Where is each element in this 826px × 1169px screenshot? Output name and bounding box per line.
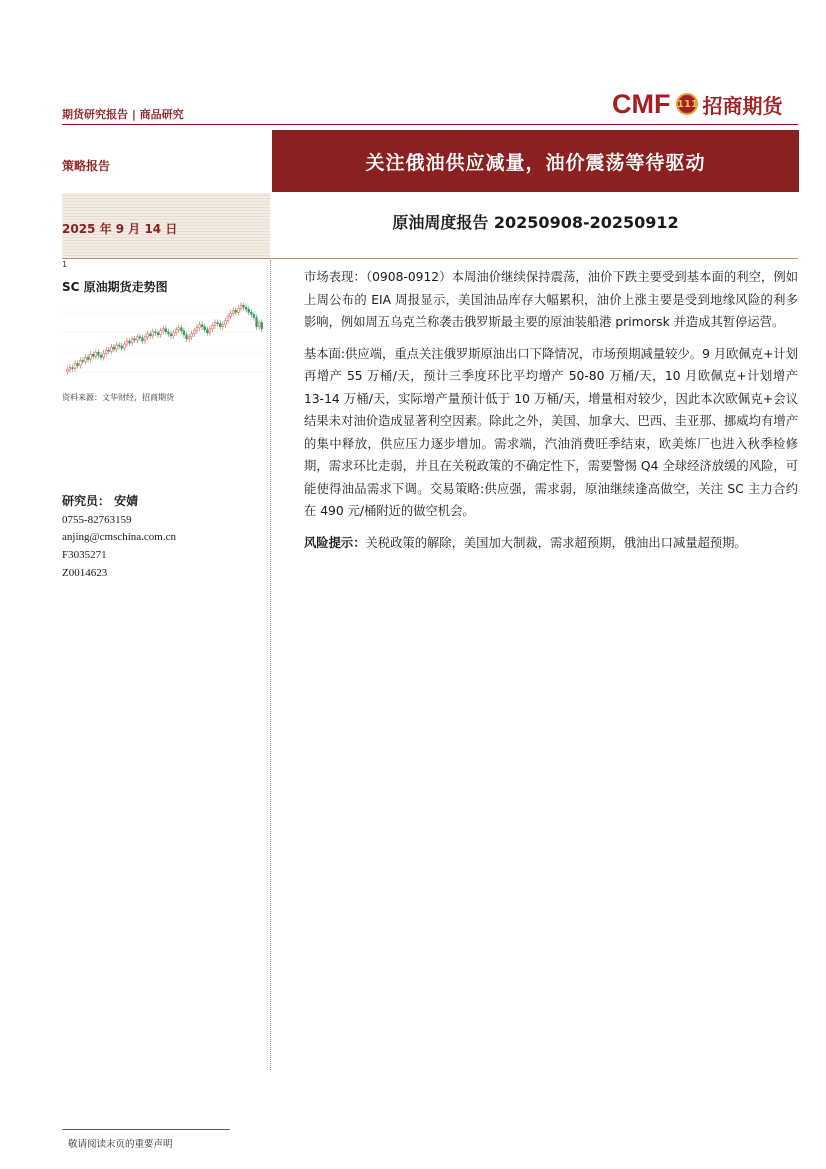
- candle-body: [160, 331, 162, 335]
- candle-body: [95, 352, 97, 356]
- candle-body: [237, 308, 239, 312]
- candle-body: [222, 325, 224, 327]
- candle-body: [147, 334, 149, 337]
- report-title: 关注俄油供应减量，油价震荡等待驱动: [365, 151, 706, 174]
- sc-crude-chart: [62, 292, 267, 392]
- candle-body: [105, 350, 107, 353]
- candle-body: [110, 347, 112, 351]
- candle-body: [188, 337, 190, 339]
- candle-body: [72, 368, 74, 369]
- logo-company-name: 招商期货: [702, 93, 783, 118]
- footer-divider: [62, 1129, 230, 1130]
- candle-body: [149, 334, 151, 336]
- candle-body: [87, 357, 89, 359]
- candle-body: [196, 328, 198, 331]
- candle-body: [131, 339, 133, 343]
- license-investment: Z0014623: [62, 567, 108, 579]
- candle-body: [113, 347, 115, 349]
- candle-body: [123, 344, 125, 348]
- candle-body: [175, 330, 177, 333]
- chart-title: SC 原油期货走势图: [62, 280, 168, 294]
- logo-cmf: CMF: [612, 88, 671, 119]
- candle-body: [167, 332, 169, 334]
- report-category: 期货研究报告 | 商品研究: [62, 108, 184, 121]
- license-futures: F3035271: [62, 549, 107, 561]
- candle-body: [256, 317, 258, 326]
- candle-body: [227, 316, 229, 320]
- candle-body: [191, 334, 193, 337]
- analyst-email[interactable]: anjing@cmschina.com.cn: [62, 531, 176, 543]
- candle-body: [121, 346, 123, 348]
- candle-body: [225, 321, 227, 325]
- candle-body: [183, 331, 185, 335]
- candle-body: [97, 352, 99, 355]
- logo-seal-icon: 111: [676, 93, 698, 115]
- candle-body: [240, 305, 242, 308]
- candle-body: [245, 307, 247, 309]
- candle-body: [116, 345, 118, 349]
- analyst-name: 研究员： 安婧: [62, 494, 139, 508]
- chart-source: 资料来源：文华财经，招商期货: [62, 393, 174, 402]
- candle-body: [209, 329, 211, 333]
- subtitle-divider: [62, 258, 798, 259]
- market-performance-paragraph: 市场表现：（0908-0912）本周油价继续保持震荡，油价下跌主要受到基本面的利空，例如上周公布的 EIA 周报显示，美国油品库存大幅累积，油价上涨主要是受到地缘风险的利多影响，例如周五乌克兰称袭击俄罗斯最主要的原油装船港 primorsk 并造成其暂停运营。: [304, 270, 798, 329]
- candle-body: [199, 325, 201, 328]
- candle-body: [178, 328, 180, 330]
- candle-body: [204, 327, 206, 330]
- candle-body: [235, 310, 237, 312]
- candle-body: [100, 355, 102, 357]
- candle-body: [155, 332, 157, 333]
- candle-body: [144, 337, 146, 341]
- candle-body: [214, 323, 216, 326]
- candle-body: [180, 328, 182, 331]
- candle-body: [170, 334, 172, 336]
- candle-body: [217, 323, 219, 324]
- body-text: [304, 266, 798, 554]
- risk-paragraph: [304, 532, 798, 555]
- footer-disclaimer: 敬请阅读末页的重要声明: [68, 1139, 173, 1150]
- candle-body: [232, 310, 234, 313]
- candle-body: [103, 353, 105, 357]
- page-marker: 1: [62, 260, 68, 269]
- title-band: [272, 130, 799, 192]
- candle-body: [165, 329, 167, 332]
- candle-body: [206, 330, 208, 333]
- candle-body: [79, 360, 81, 365]
- candle-body: [193, 331, 195, 334]
- report-date: 2025 年 9 月 14 日: [62, 222, 178, 236]
- column-separator: [270, 260, 271, 1070]
- candle-body: [152, 332, 154, 336]
- candle-body: [139, 337, 141, 338]
- header-divider: [62, 124, 798, 125]
- candle-body: [82, 360, 84, 361]
- candle-body: [118, 345, 120, 346]
- candle-body: [186, 335, 188, 339]
- candle-body: [248, 309, 250, 312]
- candle-body: [162, 329, 164, 331]
- fundamentals-paragraph: 基本面:供应端，重点关注俄罗斯原油出口下降情况，市场预期减量较少。9 月欧佩克+计划再增产 55 万桶/天，预计三季度环比平均增产 50-80 万桶/天，10 月欧佩克+计划增产 13-14 万桶/天，实际增产量预计低于 10 万桶/天，增量相对较少，因此本次欧佩克+会议结果未对油价造成显著利空因素。除此之外，美国、加拿大、巴西、圭亚那、挪威均有增产的集中释放，供应压力逐步增加。需求端，汽油消费旺季结束，欧美炼厂也进入秋季检修期，需求环比走弱，并且在关税政策的不确定性下，需要警惕 Q4 全球经济放缓的风险，可能使得油品需求下调。交易策略:供应强，需求弱，原油继续逢高做空，关注 SC 主力合约在 490 元/桶附近的做空机会。: [304, 346, 798, 518]
- candle-body: [173, 333, 175, 336]
- company-logo: [612, 88, 782, 120]
- candle-body: [219, 324, 221, 327]
- candle-body: [108, 350, 110, 351]
- candle-body: [253, 314, 255, 317]
- report-subtitle: 原油周度报告 20250908-20250912: [392, 213, 679, 232]
- candle-body: [74, 363, 76, 368]
- candle-body: [136, 337, 138, 340]
- candle-body: [77, 363, 79, 365]
- candle-body: [69, 368, 71, 370]
- candle-body: [258, 323, 260, 327]
- candle-body: [243, 305, 245, 307]
- candle-body: [85, 357, 87, 361]
- risk-text: 关税政策的解除，美国加大制裁，需求超预期，俄油出口减量超预期。: [365, 535, 747, 550]
- candle-body: [261, 323, 263, 329]
- candle-body: [250, 312, 252, 314]
- candle-body: [92, 354, 94, 356]
- candle-body: [142, 338, 144, 341]
- candle-body: [201, 325, 203, 327]
- candle-body: [90, 354, 92, 359]
- candle-body: [230, 313, 232, 316]
- candle-body: [126, 341, 128, 344]
- candle-body: [212, 326, 214, 329]
- candle-body: [157, 333, 159, 335]
- candle-body: [66, 370, 68, 372]
- candle-body: [134, 339, 136, 340]
- candle-body: [129, 341, 131, 343]
- risk-label: 风险提示：: [304, 535, 366, 550]
- analyst-phone: 0755-82763159: [62, 514, 132, 526]
- report-type: 策略报告: [62, 159, 111, 173]
